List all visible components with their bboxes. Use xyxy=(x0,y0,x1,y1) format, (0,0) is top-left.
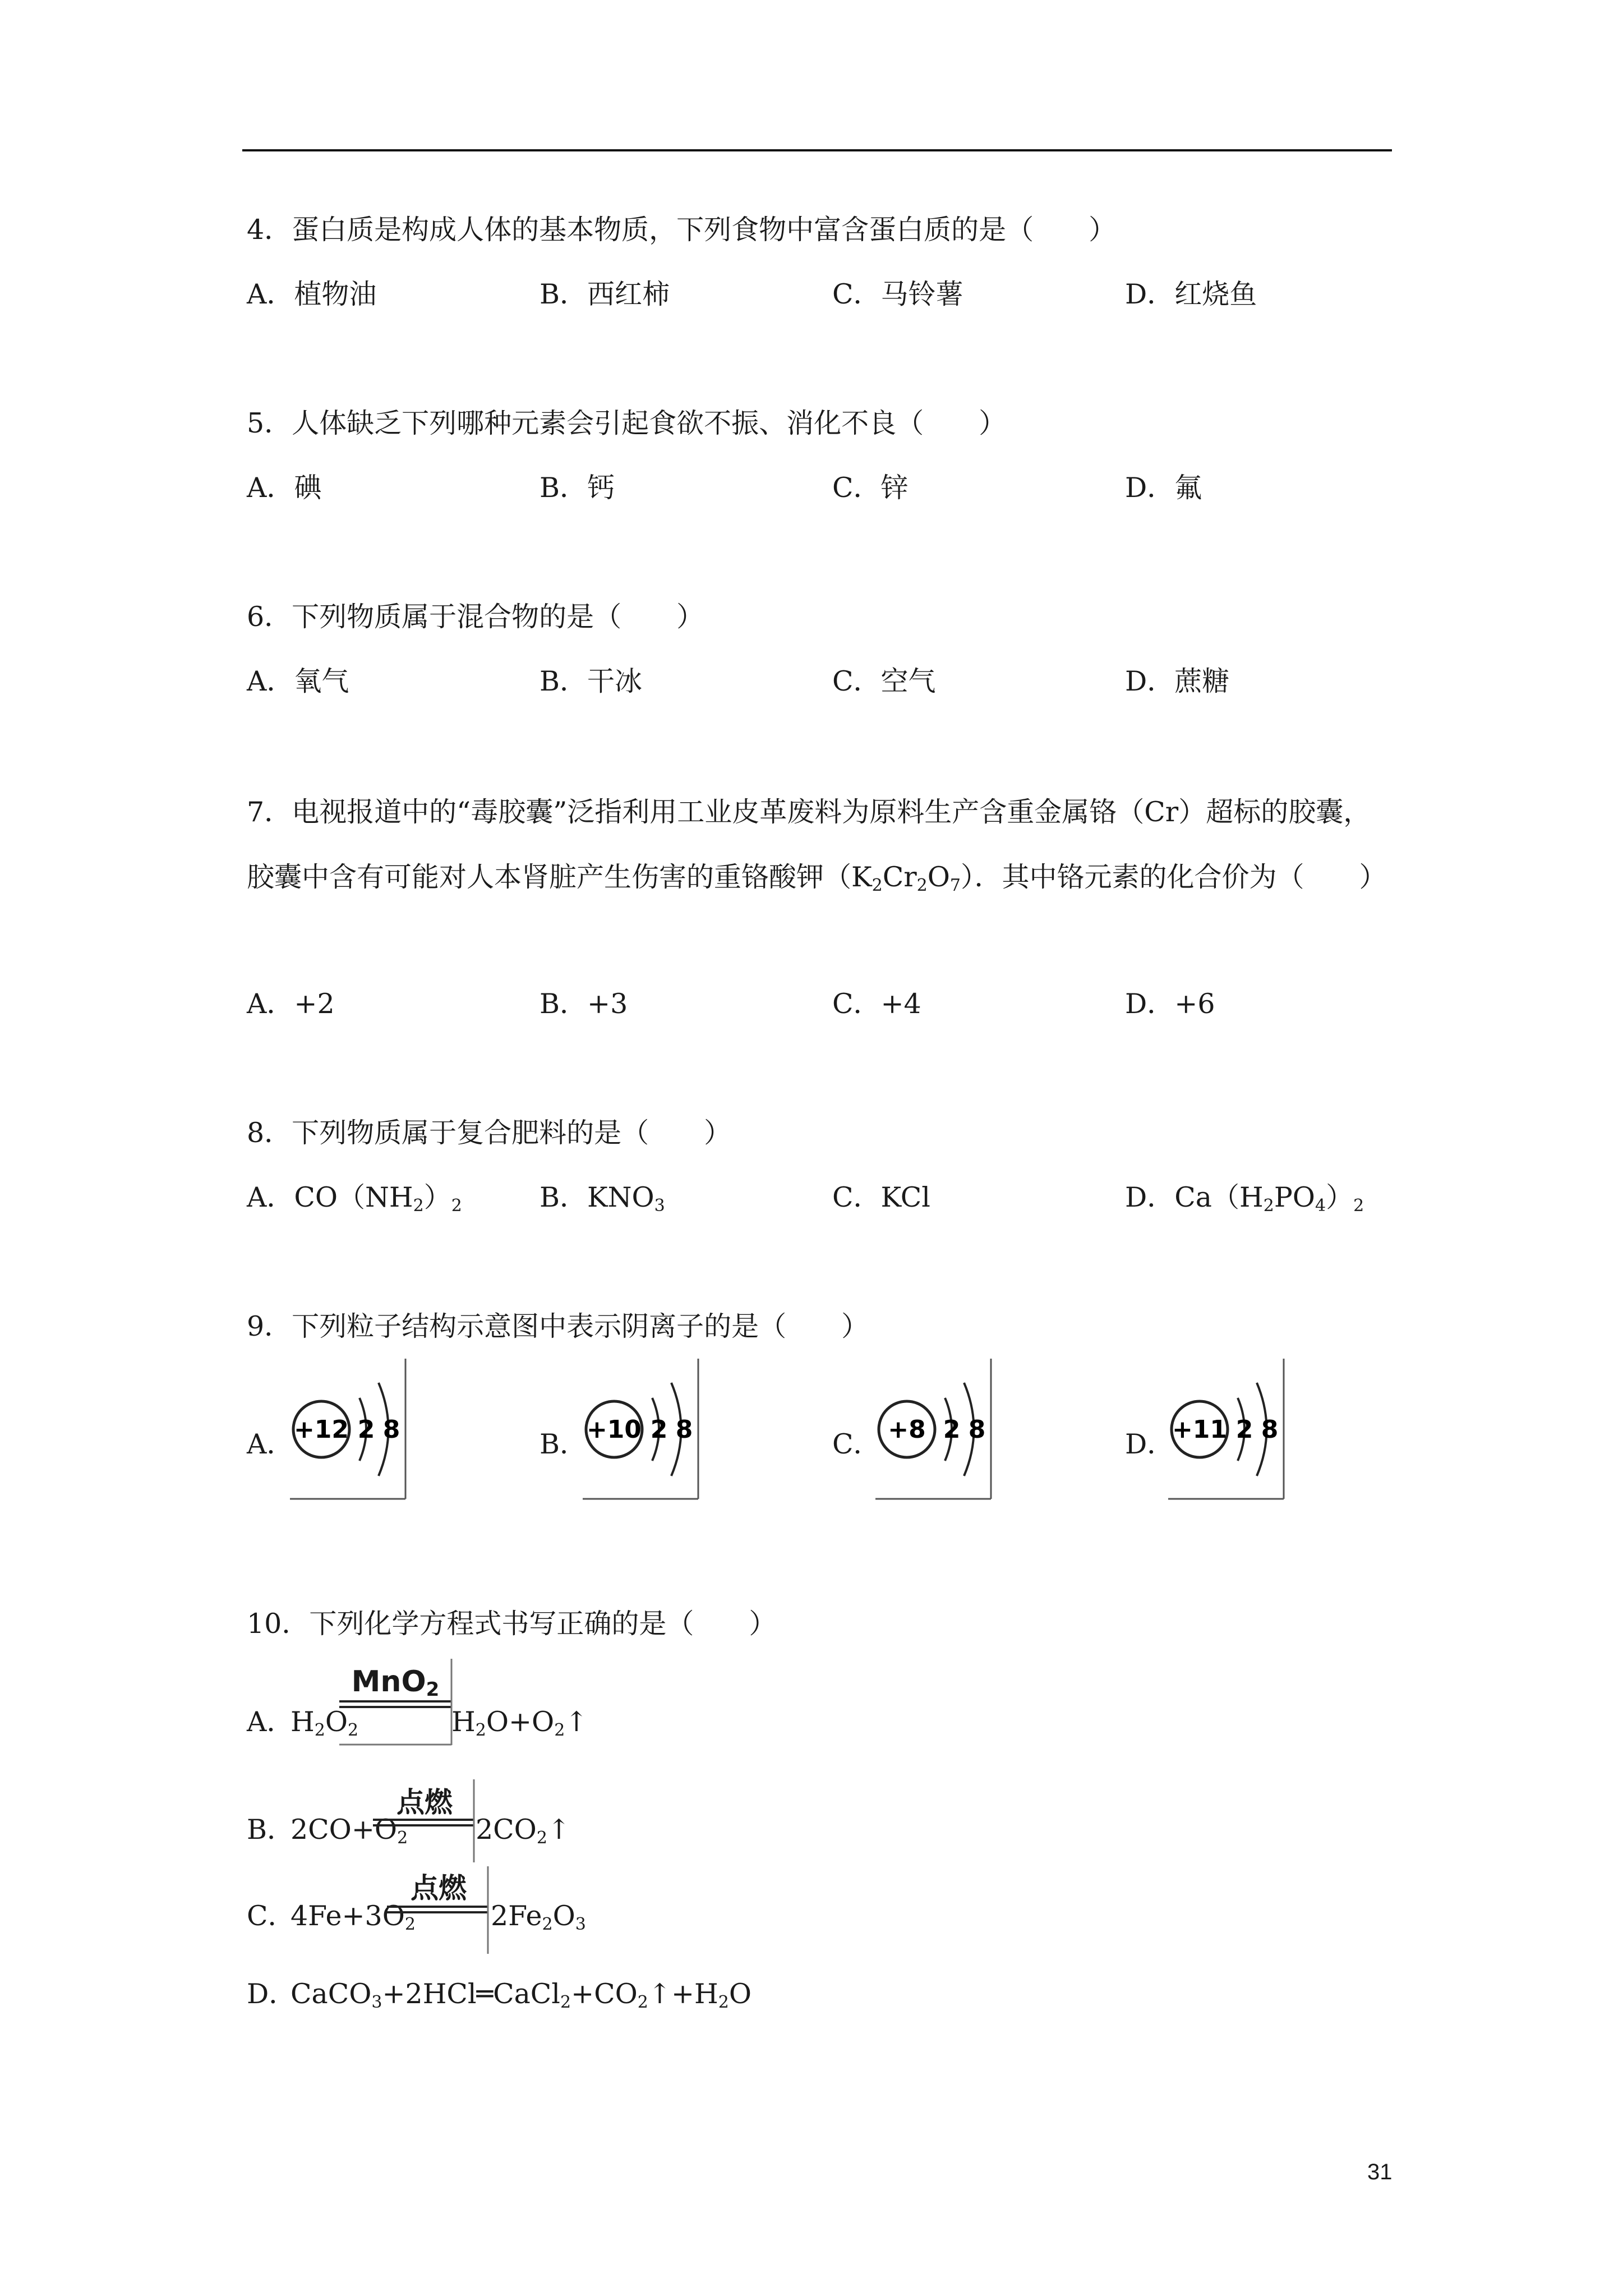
q9-atom-diagram-a xyxy=(289,1358,407,1501)
q10-option-d-label: D． xyxy=(247,1978,297,2010)
q10-option-b-rhs: $2CO_2↑$ xyxy=(476,1814,570,1848)
svg-text:2: 2 xyxy=(943,1415,961,1444)
svg-text:+12: +12 xyxy=(293,1415,349,1444)
page-number: 31 xyxy=(1367,2160,1393,2184)
q10-option-b-condition: 点燃 xyxy=(396,1786,453,1819)
header-rule xyxy=(242,149,1392,151)
q4-option-d: D．红烧鱼 xyxy=(1125,278,1257,310)
svg-text:8: 8 xyxy=(1261,1415,1279,1444)
q5-option-a: A．碘 xyxy=(247,472,322,504)
q10-option-b-condition-bracket xyxy=(373,1778,477,1864)
svg-text:+8: +8 xyxy=(888,1415,926,1444)
q4-option-c: C．马铃薯 xyxy=(832,278,963,310)
q10-option-a-condition-bracket xyxy=(339,1658,454,1746)
q5-stem: 5．人体缺乏下列哪种元素会引起食欲不振、消化不良（ ） xyxy=(247,407,1007,439)
q5-option-c: C．锌 xyxy=(832,472,909,504)
q10-option-c-label: C． xyxy=(247,1900,296,1932)
svg-text:+11: +11 xyxy=(1172,1415,1228,1444)
q9-stem: 9．下列粒子结构示意图中表示阴离子的是（ ） xyxy=(247,1310,869,1342)
q8-option-d: D．$Ca(H_2PO_4)_2$ xyxy=(1125,1181,1364,1216)
q10-option-c-rhs: $2Fe_2O_3$ xyxy=(491,1900,586,1934)
q7-option-a: A．+2 xyxy=(247,988,335,1020)
q4-stem: 4．蛋白质是构成人体的基本物质，下列食物中富含蛋白质的是（ ） xyxy=(247,214,1117,246)
svg-text:2: 2 xyxy=(650,1415,668,1444)
q9-label-d: D． xyxy=(1125,1428,1175,1460)
q10-option-c-lhs: $4Fe+3O_2$ xyxy=(291,1900,416,1934)
svg-text:8: 8 xyxy=(675,1415,693,1444)
q10-option-d-equation: $CaCO_3+2HCl═CaCl_2+CO_2↑+H_2O$ xyxy=(291,1978,752,2012)
svg-text:+10: +10 xyxy=(586,1415,642,1444)
q10-option-b-lhs: $2CO+O_2$ xyxy=(291,1814,408,1848)
q5-option-b: B．钙 xyxy=(540,472,615,504)
q9-label-c: C． xyxy=(832,1428,881,1460)
q8-stem: 8．下列物质属于复合肥料的是（ ） xyxy=(247,1117,732,1149)
svg-text:2: 2 xyxy=(357,1415,375,1444)
q10-option-a-label: A． xyxy=(247,1706,294,1738)
q9-atom-diagram-c xyxy=(874,1358,992,1501)
q6-option-c: C．空气 xyxy=(832,665,936,697)
q6-option-b: B．干冰 xyxy=(540,665,643,697)
q10-option-a-condition: MnO2 xyxy=(351,1665,440,1701)
q10-option-c-condition-bracket xyxy=(387,1865,494,1955)
q8-option-a: A．$CO(NH_2)_2$ xyxy=(247,1181,462,1216)
q6-option-d: D．蔗糖 xyxy=(1125,665,1230,697)
q10-stem: 10．下列化学方程式书写正确的是（ ） xyxy=(247,1608,777,1640)
q8-option-b: B．$KNO_3$ xyxy=(540,1181,665,1216)
q4-option-b: B．西红柿 xyxy=(540,278,670,310)
q8-option-c: C．KCl xyxy=(832,1181,930,1213)
q10-option-c-condition: 点燃 xyxy=(411,1872,467,1904)
q10-option-a-rhs: $H_2O+O_2↑$ xyxy=(451,1706,588,1740)
q6-option-a: A．氧气 xyxy=(247,665,349,697)
svg-text:2: 2 xyxy=(1235,1415,1253,1444)
q9-label-b: B． xyxy=(540,1428,588,1460)
svg-text:8: 8 xyxy=(968,1415,986,1444)
q5-option-d: D．氟 xyxy=(1125,472,1202,504)
q4-option-a: A．植物油 xyxy=(247,278,377,310)
q9-label-a: A． xyxy=(247,1428,294,1460)
q7-option-c: C．+4 xyxy=(832,988,921,1020)
q7-option-d: D．+6 xyxy=(1125,988,1215,1020)
q10-option-a-lhs: $H_2O_2$ xyxy=(291,1706,359,1740)
q9-atom-diagram-b xyxy=(582,1358,699,1501)
q7-stem: 7．电视报道中的“毒胶囊”泛指利用工业皮革废料为原料生产含重金属铬（Cr）超标的胶囊，胶囊中含有可能对人本肾脏产生伤害的重铬酸钾$(K_2Cr_2O_7)$．其中铬元素的化合价为（ ） xyxy=(247,796,1387,895)
svg-text:8: 8 xyxy=(382,1415,400,1444)
q9-atom-diagram-d xyxy=(1167,1358,1285,1501)
q7-option-b: B．+3 xyxy=(540,988,628,1020)
q10-option-b-label: B． xyxy=(247,1814,295,1846)
q6-stem: 6．下列物质属于混合物的是（ ） xyxy=(247,601,704,633)
